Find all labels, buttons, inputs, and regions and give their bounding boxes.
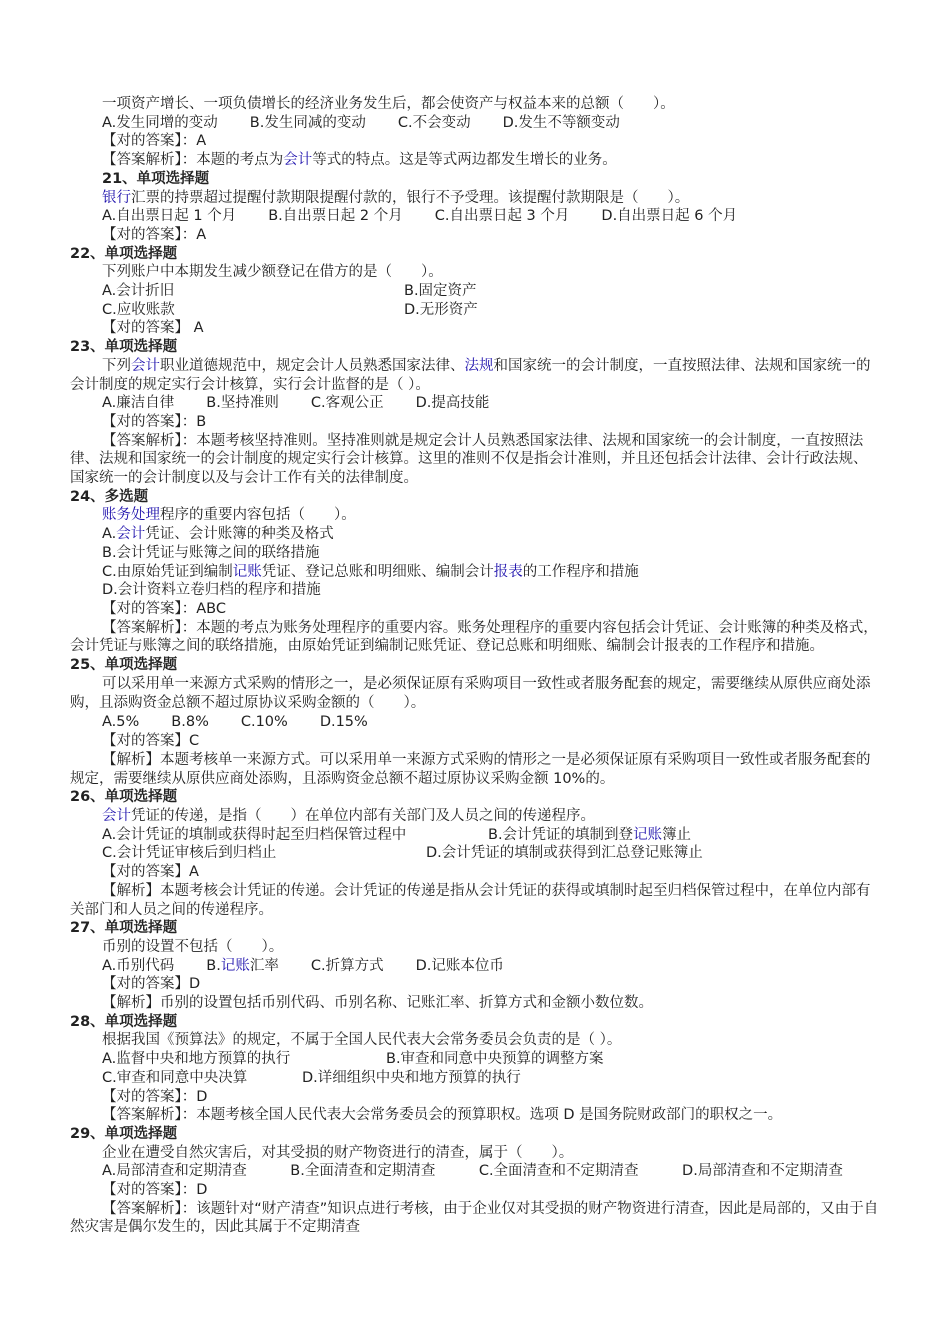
- option-c: C.折算方式: [310, 957, 384, 974]
- answer-analysis: [70, 151, 880, 170]
- answer-analysis: 【解析】币别的设置包括币别代码、币别名称、记账汇率、折算方式和金额小数位数。: [102, 995, 653, 1012]
- option-b: [206, 957, 279, 976]
- option-a: A.自出票日起 1 个月: [102, 208, 237, 225]
- correct-answer: 【对的答案】 A: [102, 320, 204, 337]
- stem-text: 凭证的传递，是指（ ）在单位内部有关部门及人员之间的传递程序。: [131, 808, 595, 825]
- question-stem: 一项资产增长、一项负债增长的经济业务发生后，都会使资产与权益本来的总额（ ）。: [102, 96, 675, 112]
- link-regulations[interactable]: 法规: [464, 357, 494, 374]
- link-accounting[interactable]: 会计: [131, 357, 160, 374]
- question-stem: [70, 506, 880, 525]
- option-b: B.会计凭证与账簿之间的联络措施: [102, 544, 320, 561]
- option-d: D.提高技能: [415, 395, 490, 412]
- option-text: B.: [206, 957, 221, 974]
- option-d: D.会计凭证的填制或获得到汇总登记账簿止: [426, 845, 703, 862]
- question-heading: 29、单项选择题: [70, 1125, 178, 1142]
- answer-analysis: 【答案解析】：本题考核全国人民代表大会常务委员会的预算职权。选项 D 是国务院财政部门的职权之一。: [102, 1107, 783, 1124]
- answer-analysis: 【答案解析】：该题针对“财产清查”知识点进行考核，由于企业仅对其受损的财产物资进行清查，因此是局部的，又由于自然灾害是偶尔发生的，因此其属于不定期清查: [70, 1200, 879, 1236]
- option-a: [70, 525, 880, 544]
- answer-analysis: 【解析】本题考核单一来源方式。可以采用单一来源方式采购的情形之一是必须保证原有采购项目一致性或者服务配套的规定，需要继续从原供应商处添购，且添购资金总额不超过原协议采购金额 10%的。: [70, 751, 871, 787]
- option-a: A.廉洁自律: [102, 395, 175, 412]
- answer-analysis: 【解析】本题考核会计凭证的传递。会计凭证的传递是指从会计凭证的获得或填制时起至归档保管过程中，在单位内部有关部门和人员之间的传递程序。: [70, 882, 871, 918]
- question-stem: [70, 807, 880, 826]
- question-20: [70, 95, 880, 170]
- link-bank[interactable]: 银行: [102, 189, 131, 206]
- correct-answer: 【对的答案】：D: [102, 1088, 208, 1105]
- option-row: [70, 301, 880, 320]
- link-bookkeeping-entry[interactable]: 记账: [220, 957, 250, 974]
- question-stem: [70, 357, 880, 394]
- question-stem: 可以采用单一来源方式采购的情形之一，是必须保证原有采购项目一致性或者服务配套的规定，需要继续从原供应商处添购，且添购资金总额不超过原协议采购金额的（ ）。: [70, 675, 871, 711]
- correct-answer: 【对的答案】：ABC: [102, 600, 226, 617]
- option-b: B.审查和同意中央预算的调整方案: [386, 1051, 604, 1068]
- question-heading: 28、单项选择题: [70, 1013, 178, 1030]
- link-accounting[interactable]: 会计: [102, 808, 131, 825]
- question-25: [70, 656, 880, 788]
- question-stem: 币别的设置不包括（ ）。: [102, 938, 284, 955]
- option-a: A.会计凭证的填制或获得时起至归档保管过程中: [102, 826, 407, 843]
- question-heading: 25、单项选择题: [70, 657, 178, 674]
- stem-text: 下列: [102, 357, 131, 374]
- option-row: [70, 394, 880, 413]
- option-b: B.自出票日起 2 个月: [268, 208, 403, 225]
- question-29: [70, 1125, 880, 1237]
- question-26: [70, 788, 880, 919]
- question-28: [70, 1013, 880, 1125]
- option-row: [70, 826, 880, 845]
- correct-answer: 【对的答案】：A: [102, 133, 207, 150]
- option-d: D.发生不等额变动: [502, 114, 620, 131]
- option-b: [488, 826, 691, 845]
- link-bookkeeping[interactable]: 账务处理: [102, 507, 160, 524]
- option-c: C.10%: [240, 714, 288, 731]
- option-row: [70, 844, 880, 863]
- option-row: [70, 957, 880, 976]
- option-text: 汇率: [249, 957, 279, 974]
- analysis-text: 等式的特点。这是等式两边都发生增长的业务。: [312, 152, 617, 169]
- answer-analysis: 【答案解析】：本题考核坚持准则。坚持准则就是规定会计人员熟悉国家法律、法规和国家统一的会计制度，一直按照法律、法规和国家统一的会计制度的规定实行会计核算。这里的准则不仅是指会计准则，并且还包括会计法律、会计行政法规、国家统一的会计制度以及与会计工作有关的法律制度。: [70, 432, 868, 487]
- option-b: B.8%: [171, 714, 209, 731]
- link-accounting[interactable]: 会计: [283, 152, 313, 169]
- question-stem: 企业在遭受自然灾害后，对其受损的财产物资进行的清查，属于（ ）。: [102, 1144, 574, 1161]
- question-21: [70, 170, 880, 245]
- stem-text: 职业道德规范中，规定会计人员熟悉国家法律、: [160, 357, 465, 374]
- correct-answer: 【对的答案】：B: [102, 413, 207, 430]
- option-b: B.发生同减的变动: [249, 114, 366, 131]
- option-text: 凭证、会计账簿的种类及格式: [145, 526, 334, 543]
- question-heading: 26、单项选择题: [70, 789, 178, 806]
- answer-analysis: 【答案解析】：本题的考点为账务处理程序的重要内容。账务处理程序的重要内容包括会计凭证、会计账簿的种类及格式，会计凭证与账簿之间的联络措施，由原始凭证到编制记账凭证、登记总账和明细账、编制会计报表的工作程序和措施。: [70, 619, 878, 655]
- option-row: [70, 114, 880, 133]
- option-d: D.无形资产: [404, 301, 478, 318]
- correct-answer: 【对的答案】C: [102, 733, 200, 750]
- option-text: 簿止: [662, 826, 692, 843]
- option-row: [70, 207, 880, 226]
- correct-answer: 【对的答案】：D: [102, 1182, 208, 1199]
- option-a: A.5%: [102, 714, 140, 731]
- option-c: C.审查和同意中央决算: [102, 1069, 248, 1086]
- question-heading: 23、单项选择题: [70, 339, 178, 356]
- question-stem: [70, 189, 880, 208]
- option-row: [70, 282, 880, 301]
- option-text: 的工作程序和措施: [522, 563, 639, 580]
- option-a: A.币别代码: [102, 957, 175, 974]
- option-a: A.监督中央和地方预算的执行: [102, 1051, 291, 1068]
- option-a: A.会计折旧: [102, 283, 175, 300]
- option-c: C.客观公正: [310, 395, 384, 412]
- correct-answer: 【对的答案】D: [102, 976, 201, 993]
- option-c: C.不会变动: [397, 114, 471, 131]
- option-c: C.自出票日起 3 个月: [434, 208, 570, 225]
- question-heading: 24、多选题: [70, 488, 149, 505]
- link-reports[interactable]: 报表: [493, 563, 523, 580]
- option-a: A.发生同增的变动: [102, 114, 218, 131]
- link-accounting[interactable]: 会计: [116, 526, 146, 543]
- option-d: D.自出票日起 6 个月: [601, 208, 738, 225]
- option-d: D.记账本位币: [415, 957, 504, 974]
- option-d: D.会计资料立卷归档的程序和措施: [102, 582, 321, 599]
- option-row: [70, 1069, 880, 1088]
- option-row: [70, 1050, 880, 1069]
- option-row: A.局部清查和定期清查 B.全面清查和定期清查 C.全面清查和不定期清查 D.局部清查和不定期清查: [102, 1163, 843, 1180]
- question-heading: 22、单项选择题: [70, 245, 178, 262]
- option-text: C.由原始凭证到编制: [102, 563, 233, 580]
- option-text: A.: [102, 526, 117, 543]
- stem-text: 汇票的持票超过提醒付款期限提醒付款的，银行不予受理。该提醒付款期限是（ ）。: [131, 189, 690, 206]
- analysis-text: 【答案解析】：本题的考点为: [102, 152, 284, 169]
- question-27: [70, 919, 880, 1013]
- option-text: 凭证、登记总账和明细账、编制会计: [261, 563, 494, 580]
- link-bookkeeping-entry[interactable]: 记账: [232, 563, 262, 580]
- option-b: B.坚持准则: [206, 395, 279, 412]
- option-c: [70, 563, 880, 582]
- stem-text: 和国家统一的会计制度，一直按照法律、法规和国家统一的会计制度的规定实行会计核算，实行会计监督的是（ ）。: [70, 357, 871, 393]
- option-c: C.应收账款: [102, 301, 175, 318]
- option-d: D.详细组织中央和地方预算的执行: [302, 1069, 521, 1086]
- question-stem: 下列账户中本期发生减少额登记在借方的是（ ）。: [102, 264, 443, 281]
- option-b: B.固定资产: [404, 283, 477, 300]
- option-d: D.15%: [319, 714, 368, 731]
- stem-text: 程序的重要内容包括（ ）。: [160, 507, 356, 524]
- question-stem: 根据我国《预算法》的规定，不属于全国人民代表大会常务委员会负责的是（ ）。: [102, 1032, 622, 1049]
- option-text: B.会计凭证的填制到登: [488, 826, 634, 843]
- option-c: C.会计凭证审核后到归档止: [102, 845, 277, 862]
- correct-answer: 【对的答案】A: [102, 864, 199, 881]
- correct-answer: 【对的答案】：A: [102, 226, 207, 243]
- link-bookkeeping-entry[interactable]: 记账: [633, 826, 663, 843]
- question-heading: 27、单项选择题: [70, 920, 178, 937]
- question-23: [70, 338, 880, 488]
- question-22: [70, 245, 880, 339]
- option-row: [70, 712, 880, 732]
- question-24: [70, 488, 880, 656]
- question-heading: 21、单项选择题: [102, 170, 210, 187]
